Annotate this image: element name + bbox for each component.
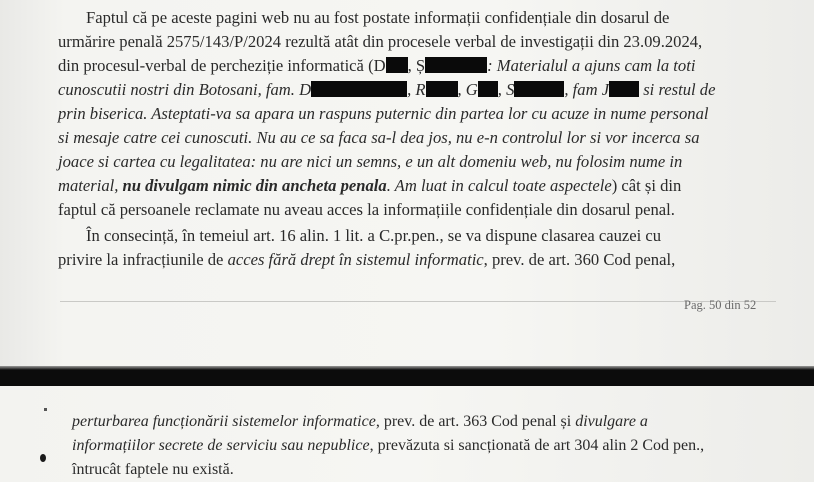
- text-run: întrucât faptele nu există.: [72, 461, 234, 478]
- text-run: , Ș: [407, 56, 426, 75]
- text-run-italic: acces fără drept în sistemul informatic: [227, 250, 484, 269]
- redaction-bar: [311, 81, 407, 97]
- paragraph-line: [58, 102, 778, 125]
- page-number: Pag. 50 din 52: [684, 298, 757, 312]
- text-run-italic: joace si cartea cu legalitatea: nu are nici un semns, e un alt domeniu web, nu folosim nume in: [58, 152, 683, 171]
- paragraph-line: [86, 224, 776, 247]
- paragraph-line: [58, 78, 778, 101]
- text-run: , prev. de art. 360 Cod penal,: [483, 250, 676, 269]
- text-run-bold-italic: nu divulgam nimic din ancheta penala: [122, 176, 387, 195]
- text-run-italic: si restul de: [639, 80, 716, 99]
- text-run: Faptul că pe aceste pagini web nu au fost postate informații confidențiale din dosarul de: [86, 8, 670, 27]
- redaction-bar: [609, 81, 639, 97]
- paragraph-line: [72, 434, 778, 457]
- paragraph-line: [58, 54, 778, 77]
- text-run-italic: prin biserica. Asteptati-va sa apara un raspuns puternic din partea lor cu acuze in nume personal: [58, 104, 709, 123]
- redaction-bar: [386, 57, 408, 73]
- text-run: ) cât și din: [611, 176, 682, 195]
- text-run: din procesul-verbal de percheziție informatică (D: [58, 56, 386, 75]
- text-run-italic: , G: [457, 80, 478, 99]
- paragraph-line: [72, 458, 778, 481]
- scan-dot: [40, 454, 46, 462]
- text-run: , prevăzuta si sancționată de art 304 alin 2 Cod pen.,: [369, 437, 705, 454]
- text-run-italic: divulgare a: [575, 413, 648, 430]
- redaction-bar: [425, 57, 487, 73]
- text-run-italic: . Am luat in calcul toate aspectele: [386, 176, 612, 195]
- text-run-italic: perturbarea funcționării sistemelor informatice: [72, 413, 376, 430]
- redaction-bar: [426, 81, 458, 97]
- text-run: urmărire penală 2575/143/P/2024 rezultă atât din procesele verbal de investigații din 23.09.2024,: [58, 32, 703, 51]
- paragraph-line: [86, 6, 776, 29]
- paragraph-line: [58, 30, 778, 53]
- scan-page-gap: [0, 368, 814, 386]
- text-run-italic: material,: [58, 176, 123, 195]
- text-run-italic: cunoscutii nostri din Botosani, fam. D: [58, 80, 312, 99]
- paragraph-line: [58, 126, 778, 149]
- paragraph-line: [72, 410, 778, 433]
- redaction-bar: [478, 81, 498, 97]
- text-run-italic: , fam J: [564, 80, 610, 99]
- text-run-italic: : Materialul a ajuns cam la toti: [487, 56, 696, 75]
- paragraph-line: [58, 248, 778, 271]
- text-run: , prev. de art. 363 Cod penal și: [375, 413, 576, 430]
- paragraph-line: [58, 150, 778, 173]
- text-run: privire la infracțiunile de: [58, 250, 228, 269]
- text-run-italic: , S: [497, 80, 515, 99]
- paragraph-line: [58, 198, 778, 221]
- text-run: faptul că persoanele reclamate nu aveau acces la informațiile confidențiale din dosarul penal.: [58, 200, 675, 219]
- paragraph-line: [58, 174, 778, 197]
- redaction-bar: [514, 81, 564, 97]
- text-run: În consecință, în temeiul art. 16 alin. 1 lit. a C.pr.pen., se va dispune clasarea cauzei cu: [86, 226, 662, 245]
- footer-rule: [60, 301, 776, 302]
- scan-speck: [44, 408, 47, 411]
- text-run-italic: informațiilor secrete de serviciu sau nepublice: [72, 437, 370, 454]
- text-run-italic: si mesaje catre cei cunoscuti. Nu au ce sa faca sa-l dea jos, nu e-n controlul lor si vor incerca sa: [58, 128, 700, 147]
- text-run-italic: , R: [407, 80, 426, 99]
